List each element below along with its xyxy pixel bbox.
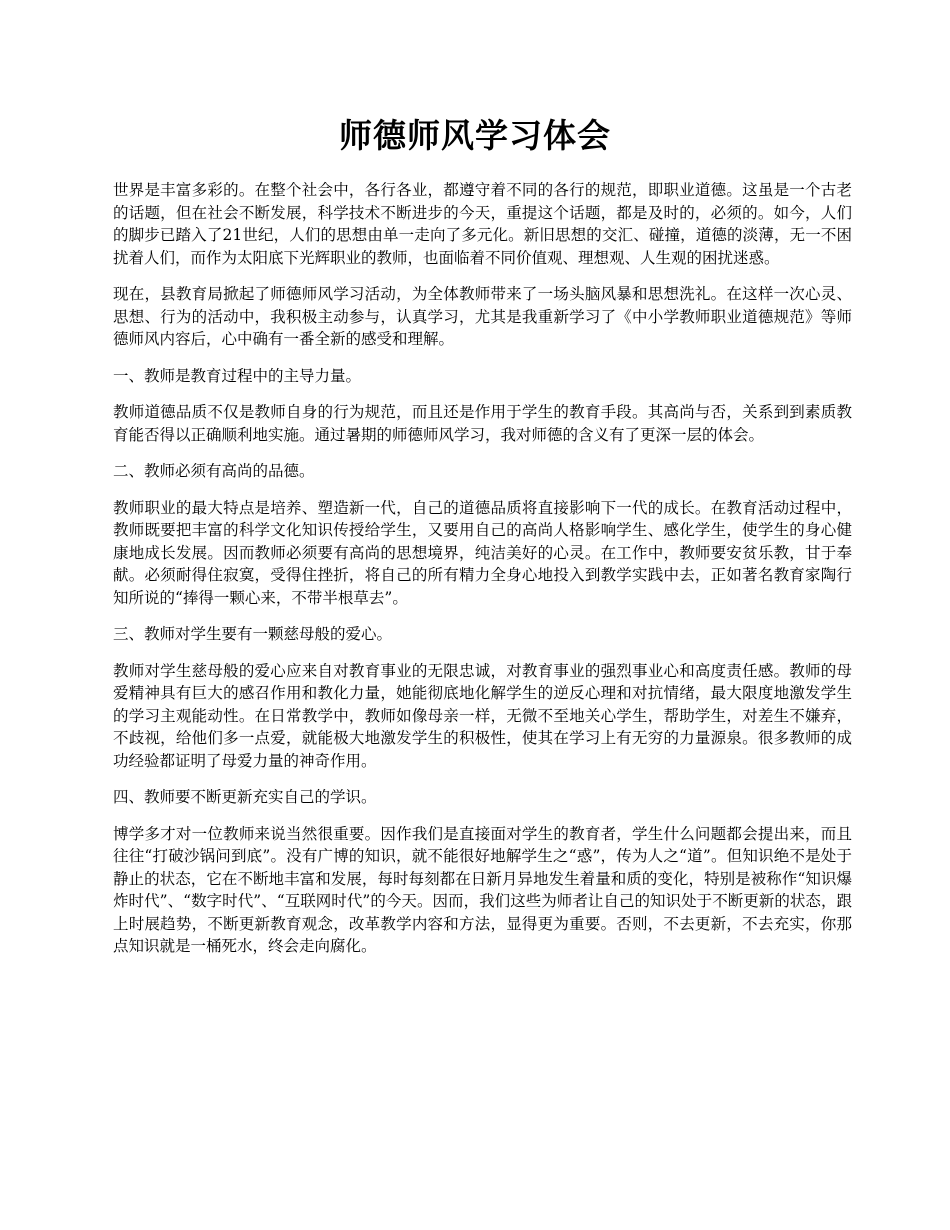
section-heading-2: 二、教师必须有高尚的品德。 (113, 462, 315, 480)
document-body (113, 179, 852, 972)
paragraph-section-3: 教师对学生慈母般的爱心应来自对教育事业的无限忠诚，对教育事业的强烈事业心和高度责任感。教师的母爱精神具有巨大的感召作用和教化力量，她能彻底地化解学生的逆反心理和对抗情绪，最大限度地激发学生的学习主观能动性。在日常教学中，教师如像母亲一样，无微不至地关心学生，帮助学生，对差生不嫌弃，不歧视，给他们多一点爱，就能极大地激发学生的积极性，使其在学习上有无穷的力量源泉。很多教师的成功经验都证明了母爱力量的神奇作用。 (113, 661, 852, 770)
paragraph-section-1: 教师道德品质不仅是教师自身的行为规范，而且还是作用于学生的教育手段。其高尚与否，关系到到素质教育能否得以正确顺利地实施。通过暑期的师德师风学习，我对师德的含义有了更深一层的体会。 (113, 403, 852, 444)
section-heading-3: 三、教师对学生要有一颗慈母般的爱心。 (113, 625, 393, 643)
section-heading-1: 一、教师是教育过程中的主导力量。 (113, 366, 362, 385)
paragraph-activity: 现在，县教育局掀起了师德师风学习活动，为全体教师带来了一场头脑风暴和思想洗礼。在这样一次心灵、思想、行为的活动中，我积极主动参与，认真学习，尤其是我重新学习了《中小学教师职业道德规范》等师德师风内容后，心中确有一番全新的感受和理解。 (113, 285, 852, 348)
section-heading-4: 四、教师要不断更新充实自己的学识。 (113, 788, 377, 806)
page-title: 师德师风学习体会 (339, 116, 611, 155)
paragraph-section-2: 教师职业的最大特点是培养、塑造新一代，自己的道德品质将直接影响下一代的成长。在教育活动过程中，教师既要把丰富的科学文化知识传授给学生，又要用自己的高尚人格影响学生、感化学生，使学生的身心健康地成长发展。因而教师必须要有高尚的思想境界，纯洁美好的心灵。在工作中，教师要安贫乐教，甘于奉献。必须耐得住寂寞，受得住挫折，将自己的所有精力全身心地投入到教学实践中去，正如著名教育家陶行知所说的“捧得一颗心来，不带半根草去”。 (113, 498, 852, 607)
paragraph-section-4: 博学多才对一位教师来说当然很重要。因作我们是直接面对学生的教育者，学生什么问题都会提出来，而且往往“打破沙锅问到底”。没有广博的知识，就不能很好地解学生之“惑”，传为人之“道”。但知识绝不是处于静止的状态，它在不断地丰富和发展，每时每刻都在日新月异地发生着量和质的变化，特别是被称作“知识爆炸时代”、“数字时代”、“互联网时代”的今天。因而，我们这些为师者让自己的知识处于不断更新的状态，跟上时展趋势，不断更新教育观念，改革教学内容和方法，显得更为重要。否则，不去更新，不去充实，你那点知识就是一桶死水，终会走向腐化。 (113, 824, 852, 955)
paragraph-intro: 世界是丰富多彩的。在整个社会中，各行各业，都遵守着不同的各行的规范，即职业道德。这虽是一个古老的话题，但在社会不断发展，科学技术不断进步的今天，重提这个话题，都是及时的，必须的。如今，人们的脚步已踏入了21世纪，人们的思想由单一走向了多元化。新旧思想的交汇、碰撞，道德的淡薄，无一不困扰着人们，而作为太阳底下光辉职业的教师，也面临着不同价值观、理想观、人生观的困扰迷惑。 (113, 181, 852, 267)
